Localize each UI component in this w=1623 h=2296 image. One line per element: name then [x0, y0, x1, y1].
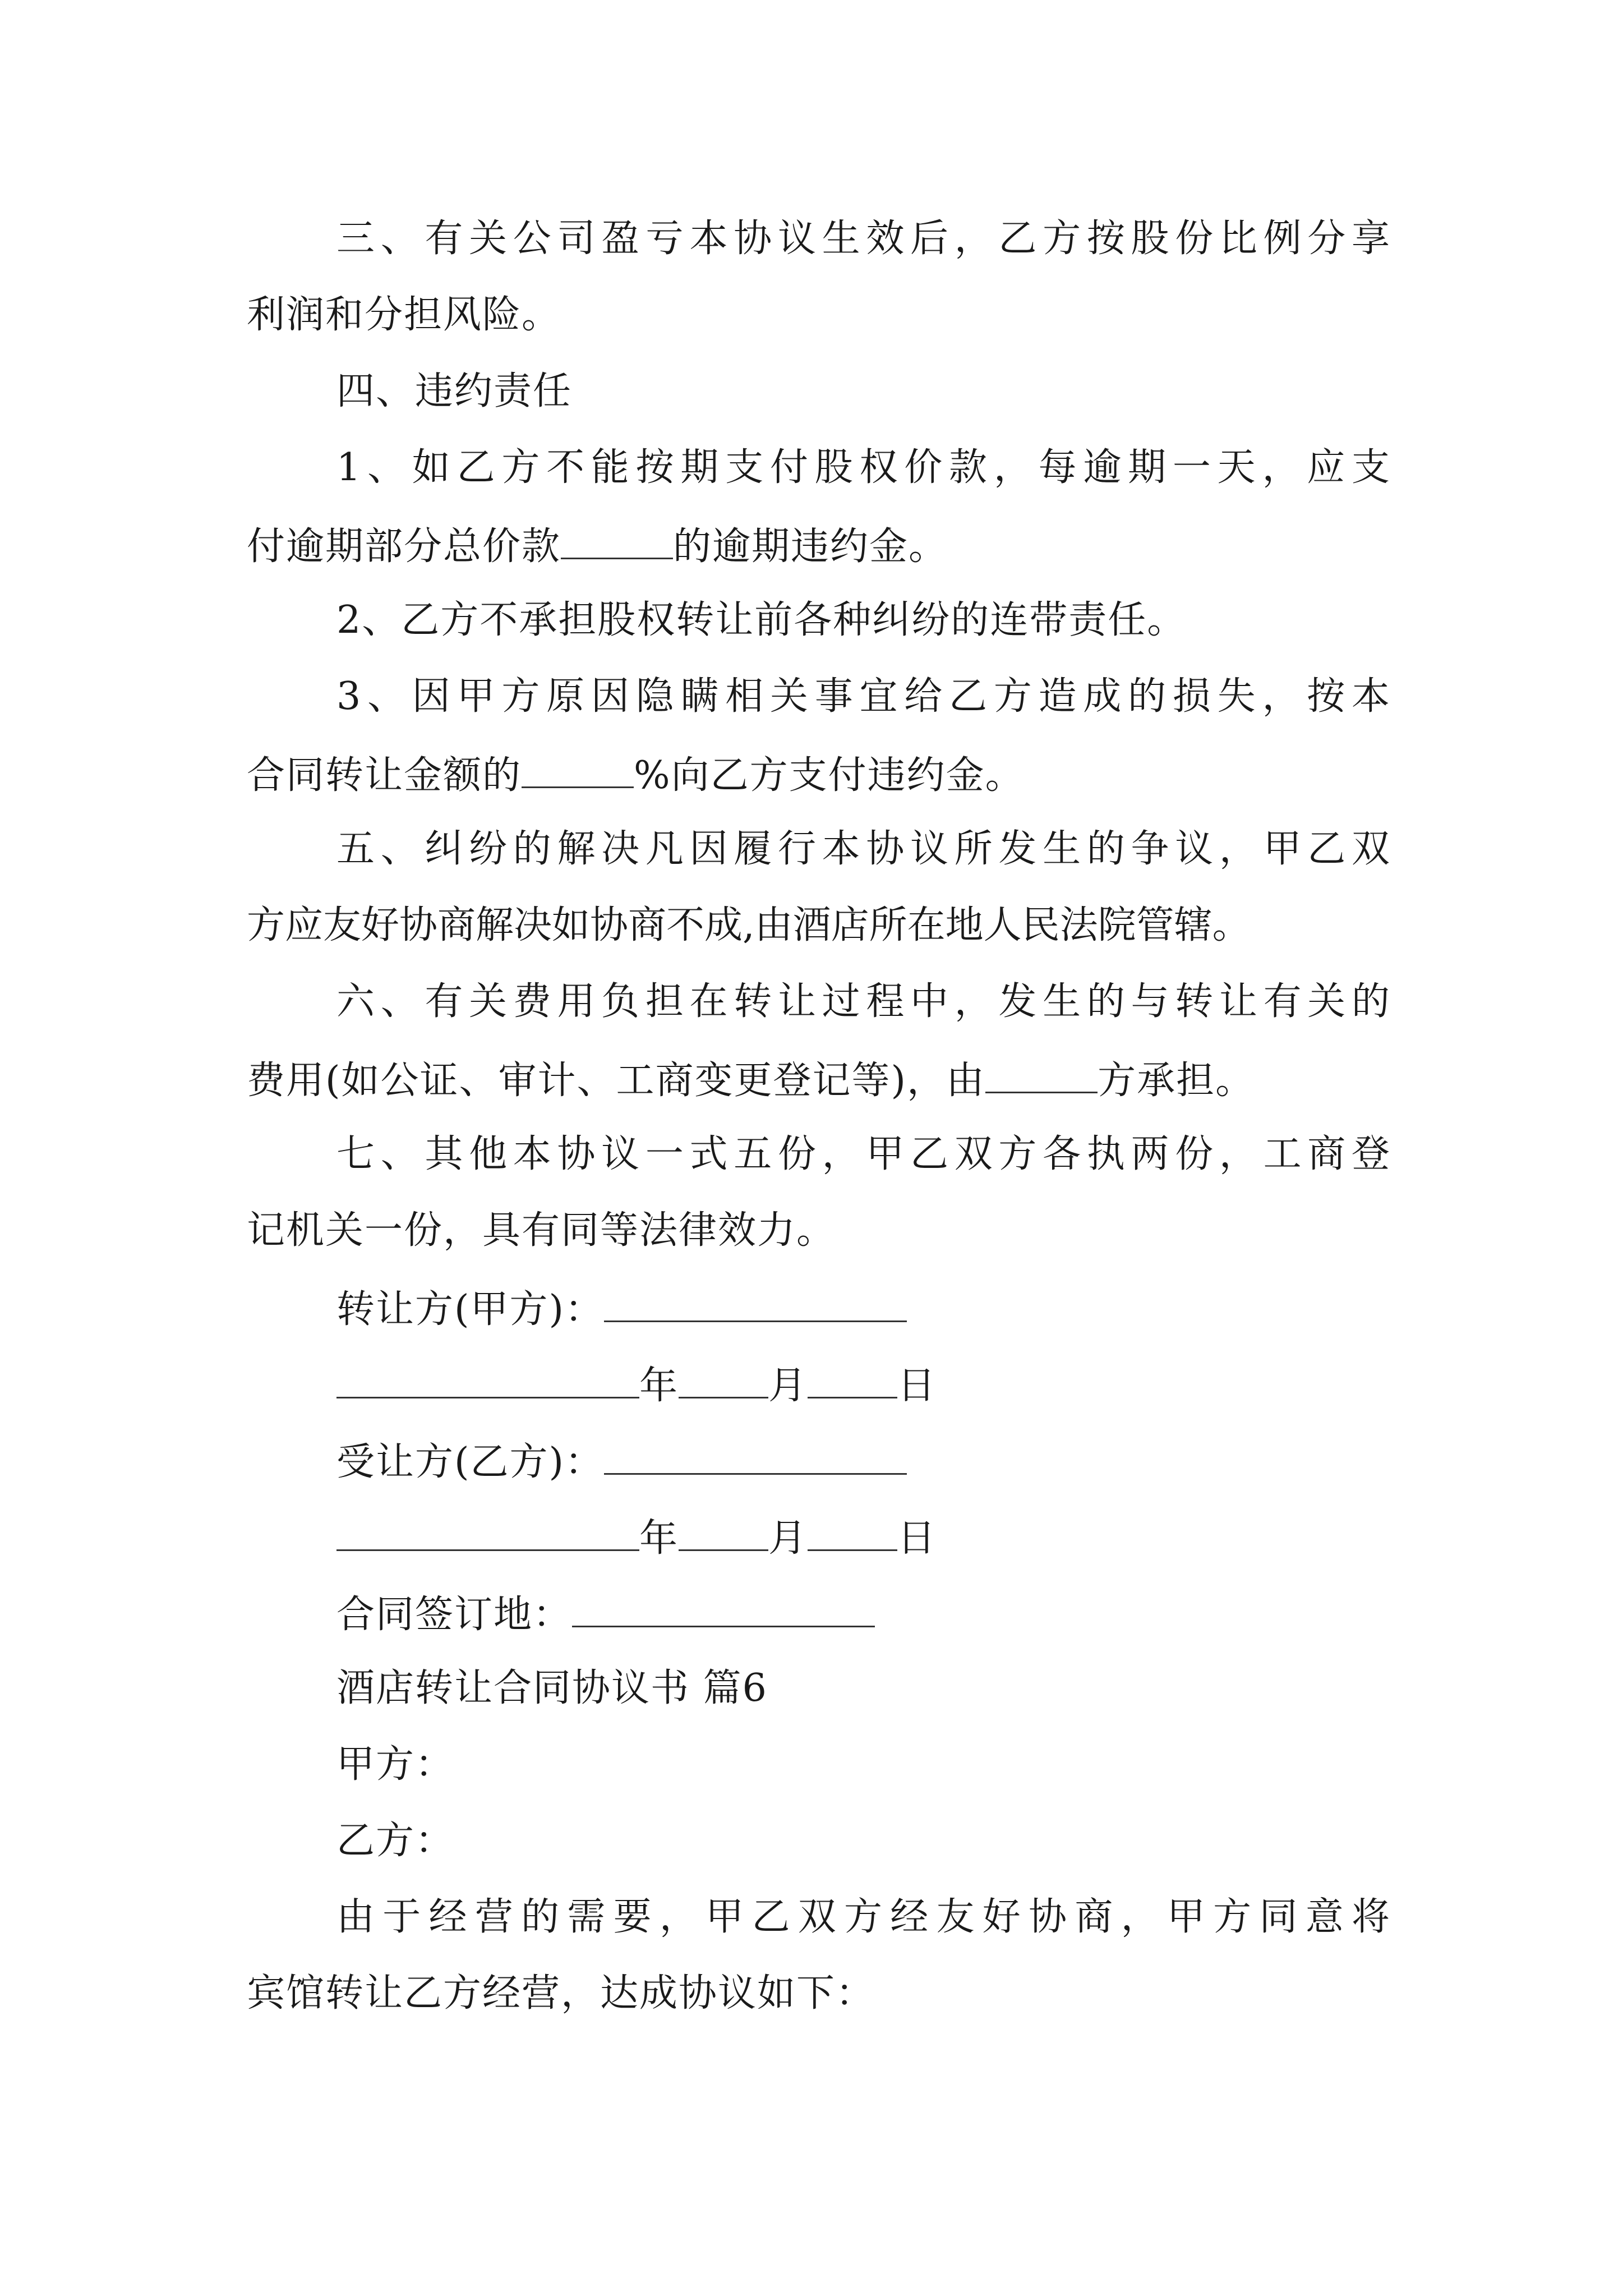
party-a-label: 甲方： [336, 1742, 455, 1787]
section-6-line-1: 六、有关费用负担在转让过程中，发生的与转让有关的 [336, 979, 1391, 1024]
blank-transferor-signature [604, 1288, 907, 1322]
para-3-line-2: 利润和分担风险。 [247, 293, 561, 337]
blank-bearing-party [985, 1059, 1098, 1093]
section-5-line-2: 方应友好协商解决如协商不成,由酒店所在地人民法院管辖。 [247, 903, 1251, 947]
section-heading: 酒店转让合同协议书 篇6 [336, 1666, 768, 1710]
blank-percent [522, 754, 634, 788]
transferee-date-line: 年 月 日 [336, 1517, 1391, 1558]
clause-4-3-line-1: 3、因甲方原因隐瞒相关事宜给乙方造成的损失，按本 [336, 674, 1391, 719]
blank-transferor-day [808, 1364, 897, 1398]
section-4-heading: 四、违约责任 [336, 369, 573, 413]
clause-4-2: 2、乙方不承担股权转让前各种纠纷的连带责任。 [336, 598, 1187, 642]
transferor-date-line: 年 月 日 [336, 1364, 1391, 1405]
intro-line-1: 由于经营的需要，甲乙双方经友好协商，甲方同意将 [336, 1895, 1391, 1939]
blank-transferor-month [679, 1364, 768, 1398]
clause-4-3-line-2: 合同转让金额的 %向乙方支付违约金。 [247, 753, 1025, 798]
section-5-line-1: 五、纠纷的解决凡因履行本协议所发生的争议，甲乙双 [336, 827, 1391, 871]
blank-penalty-rate [561, 525, 673, 559]
transferor-line: 转让方(甲方)： [336, 1288, 1391, 1329]
clause-4-1-line-2: 付逾期部分总价款 的逾期违约金。 [247, 524, 948, 569]
clause-4-1-line-1: 1、如乙方不能按期支付股权价款，每逾期一天，应支 [336, 445, 1391, 490]
blank-transferee-year [336, 1517, 639, 1551]
party-b-label: 乙方： [336, 1819, 455, 1863]
section-7-line-2: 记机关一份，具有同等法律效力。 [247, 1208, 836, 1253]
section-6-line-2: 费用(如公证、审计、工商变更登记等)，由 方承担。 [247, 1059, 1255, 1103]
transferee-line: 受让方(乙方)： [336, 1441, 1391, 1481]
section-7-line-1: 七、其他本协议一式五份，甲乙双方各执两份，工商登 [336, 1132, 1391, 1176]
blank-transferee-month [679, 1517, 768, 1551]
sign-place-line: 合同签订地： [336, 1593, 1391, 1634]
blank-transferor-year [336, 1364, 639, 1398]
intro-line-2: 宾馆转让乙方经营，达成协议如下： [247, 1971, 875, 2016]
blank-transferee-day [808, 1517, 897, 1551]
para-3-line-1: 三、有关公司盈亏本协议生效后，乙方按股份比例分享 [336, 217, 1391, 261]
blank-sign-place [572, 1593, 875, 1627]
blank-transferee-signature [604, 1441, 907, 1475]
